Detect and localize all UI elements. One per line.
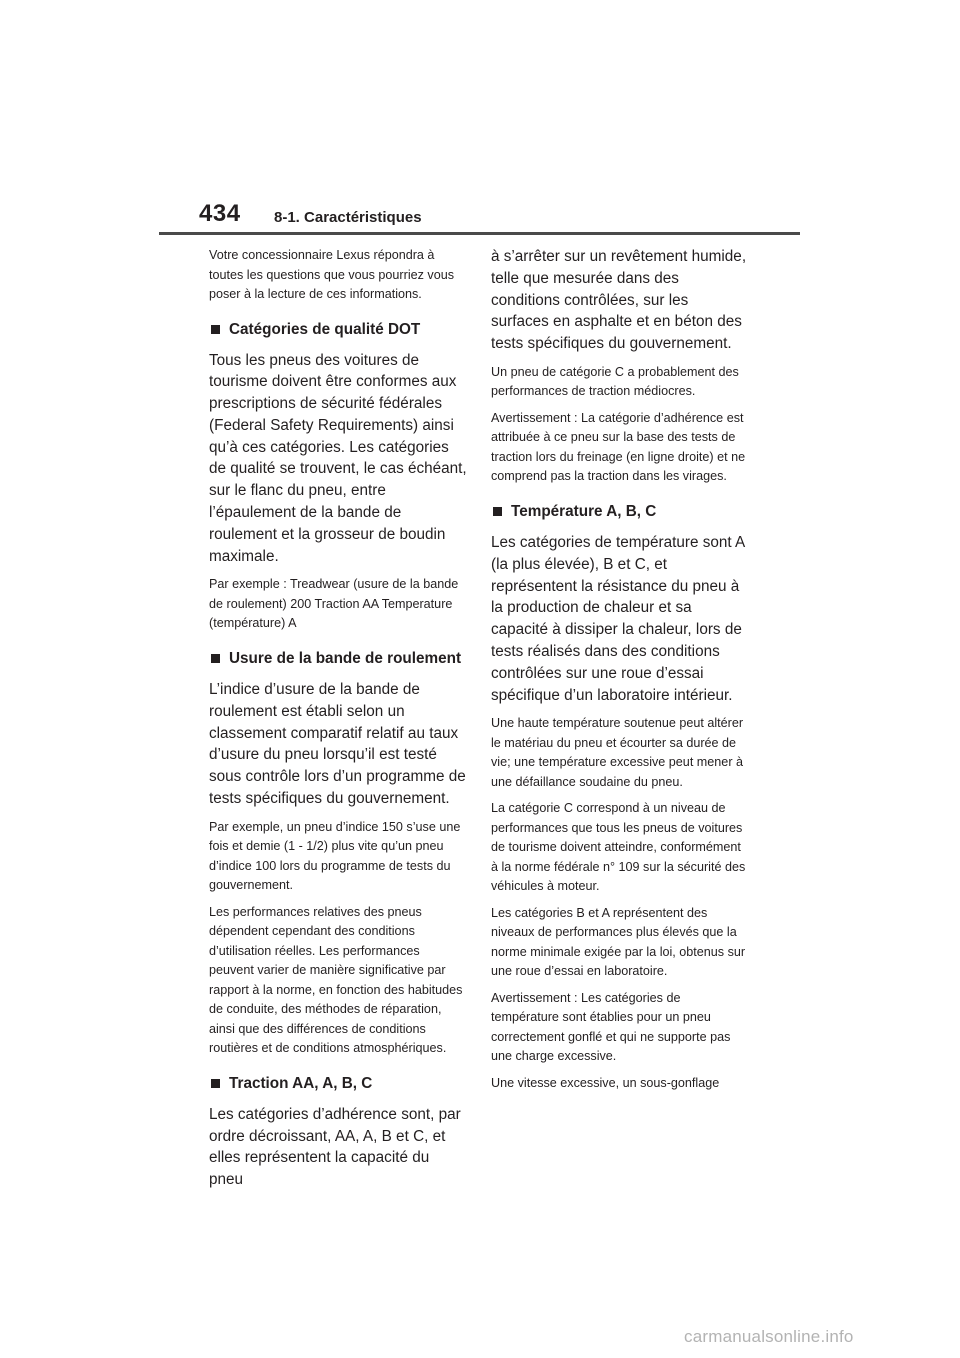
- treadwear-note: Les performances relatives des pneus dépendent cependant des conditions d’utilisation réelles. Les performances peuvent varier de manière significative par rapport à la norme, en fonction des habitudes de conduite, des méthodes de réparation, ainsi que des différences de conditions routières et de conditions atmosphériques.: [209, 904, 463, 1056]
- traction-note-2: Avertissement : La catégorie d’adhérence est attribuée à ce pneu sur la base des tests de traction lors du freinage (en ligne droite) et ne comprend pas la traction dans les virages.: [491, 410, 746, 484]
- treadwear-heading-label: Usure de la bande de roulement: [229, 649, 462, 667]
- treadwear-example: Par exemple, un pneu d’indice 150 s’use une fois et demie (1 - 1/2) plus vite qu’un pneu d’indice 100 lors du programme de tests du gouvernement.: [209, 819, 461, 893]
- temperature-note-4: Avertissement : Les catégories de température sont établies pour un pneu correctement gonflé et qui ne supporte pas une charge excessive.: [491, 990, 731, 1064]
- square-bullet-icon: [211, 325, 220, 334]
- watermark: carmanualsonline.info: [684, 1327, 854, 1346]
- temperature-note-3: Les catégories B et A représentent des niveaux de performances plus élevés que la norme minimale exigée par la loi, obtenus sur une roue d’essai en laboratoire.: [491, 905, 746, 979]
- dot-example: Par exemple : Treadwear (usure de la bande de roulement) 200 Traction AA Temperature (température) A: [209, 577, 459, 631]
- traction-heading-label: Traction AA, A, B, C: [229, 1074, 373, 1092]
- dot-heading: [209, 319, 467, 340]
- temperature-body: Les catégories de température sont A (la plus élevée), B et C, et représentent la résistance du pneu à la production de chaleur et sa capacité à dissiper la chaleur, lors de tests réalisés dans des conditions contrôlées sur une roue d’essai spécifique d’un laboratoire intérieur.: [491, 533, 745, 704]
- temperature-note-5: Une vitesse excessive, un sous-gonflage: [491, 1075, 720, 1090]
- page-number: 434: [199, 200, 241, 227]
- treadwear-heading: [209, 648, 467, 669]
- treadwear-body: L’indice d’usure de la bande de roulement est établi selon un classement comparatif relatif au taux d’usure du pneu lorsqu’il est testé sous contrôle lors d’un programme de tests spécifiques du gouvernement.: [209, 680, 466, 807]
- intro-text: Votre concessionnaire Lexus répondra à toutes les questions que vous pourriez vous poser à la lecture de ces informations.: [209, 248, 455, 301]
- square-bullet-icon: [211, 654, 220, 663]
- square-bullet-icon: [493, 507, 502, 516]
- right-column: [491, 246, 749, 1100]
- temperature-heading: [491, 501, 749, 522]
- dot-heading-label: Catégories de qualité DOT: [229, 320, 421, 338]
- square-bullet-icon: [211, 1079, 220, 1088]
- traction-heading: [209, 1073, 467, 1094]
- temperature-heading-label: Température A, B, C: [511, 502, 657, 520]
- header-divider: [159, 232, 800, 235]
- page-header: [0, 0, 960, 240]
- traction-body-continued: à s’arrêter sur un revêtement humide, telle que mesurée dans des conditions contrôlées, sur les surfaces en asphalte et en béton des tests spécifiques du gouvernement.: [491, 248, 747, 353]
- temperature-note-1: Une haute température soutenue peut altérer le matériau du pneu et écourter sa durée de vie; une température excessive peut mener à une défaillance soudaine du pneu.: [491, 716, 744, 789]
- traction-note-1: Un pneu de catégorie C a probablement des performances de traction médiocres.: [491, 364, 739, 399]
- temperature-note-2: La catégorie C correspond à un niveau de performances que tous les pneus de voitures de tourisme doivent atteindre, conformément à la norme fédérale n° 109 sur la sécurité des véhicules à moteur.: [491, 801, 746, 894]
- traction-body: Les catégories d’adhérence sont, par ordre décroissant, AA, A, B et C, et elles représentent la capacité du pneu: [209, 1105, 461, 1189]
- section-title: 8-1. Caractéristiques: [274, 209, 422, 226]
- left-column: [209, 246, 467, 1199]
- dot-body: Tous les pneus des voitures de tourisme doivent être conformes aux prescriptions de sécurité fédérales (Federal Safety Requirements) ainsi qu’à ces catégories. Les catégories de qualité se trouvent, le cas échéant, sur le flanc du pneu, entre l’épaulement de la bande de roulement et la grosseur de boudin maximale.: [209, 351, 467, 565]
